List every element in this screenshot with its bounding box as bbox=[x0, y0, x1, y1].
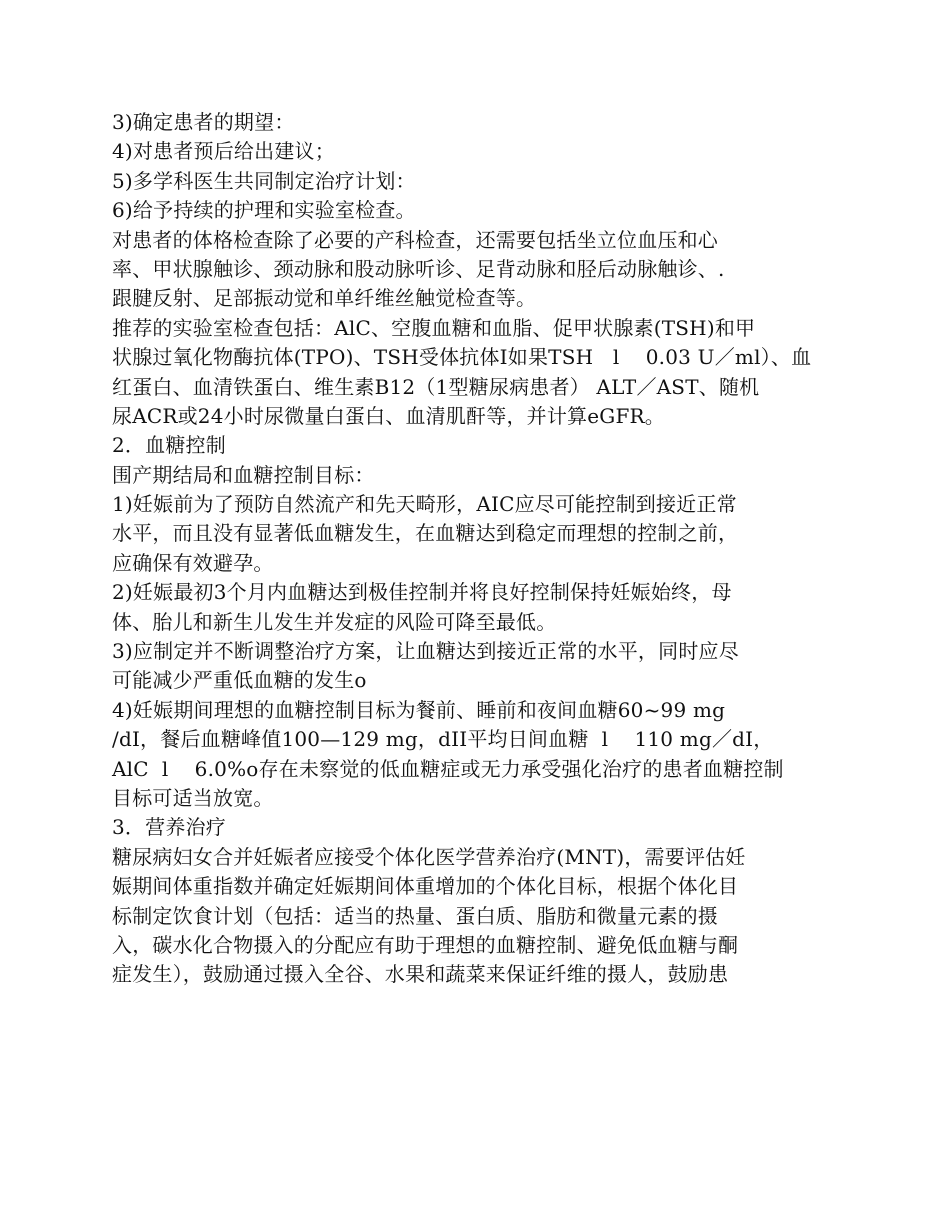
text-line: 6)给予持续的护理和实验室检查。 bbox=[112, 198, 416, 223]
text-line: 症发生），鼓励通过摄入全谷、水果和蔬菜来保证纤维的摄人，鼓励患 bbox=[112, 962, 729, 987]
text-line: 标制定饮食计划（包括：适当的热量、蛋白质、脂肪和微量元素的摄 bbox=[112, 903, 718, 928]
text-line: 红蛋白、血清铁蛋白、维生素B12（1型糖尿病患者） ALT／AST、随机 bbox=[112, 374, 760, 399]
text-line: 应确保有效避孕。 bbox=[112, 550, 274, 575]
text-line: 跟腱反射、足部振动觉和单纤维丝触觉检查等。 bbox=[112, 286, 537, 311]
text-line: 尿ACR或24小时尿微量白蛋白、血清肌酐等，并计算eGFR。 bbox=[112, 403, 666, 428]
text-line: 对患者的体格检查除了必要的产科检查，还需要包括坐立位血压和心 bbox=[112, 227, 718, 252]
body-text bbox=[112, 108, 932, 990]
text-line: 推荐的实验室检查包括：AlC、空腹血糖和血脂、促甲状腺素(TSH)和甲 bbox=[112, 315, 756, 340]
text-line: 状腺过氧化物酶抗体(TPO)、TSH受体抗体I如果TSH l 0.03 U／ml）、血 bbox=[112, 345, 812, 370]
text-line: 糖尿病妇女合并妊娠者应接受个体化医学营养治疗(MNT)，需要评估妊 bbox=[112, 844, 746, 869]
text-line: 体、胎儿和新生儿发生并发症的风险可降至最低。 bbox=[112, 609, 557, 634]
text-line: 4)对患者预后给出建议； bbox=[112, 139, 335, 164]
text-line: 5)多学科医生共同制定治疗计划： bbox=[112, 168, 416, 193]
text-line: 4)妊娠期间理想的血糖控制目标为餐前、睡前和夜间血糖60~99 mg bbox=[112, 697, 726, 722]
text-line: 目标可适当放宽。 bbox=[112, 785, 274, 810]
text-line: 3)应制定并不断调整治疗方案，让血糖达到接近正常的水平，同时应尽 bbox=[112, 639, 739, 664]
text-line: 可能减少严重低血糖的发生o bbox=[112, 668, 367, 693]
text-line: 娠期间体重指数并确定妊娠期间体重增加的个体化目标，根据个体化目 bbox=[112, 874, 739, 899]
text-line: 入，碳水化合物摄入的分配应有助于理想的血糖控制、避免低血糖与酮 bbox=[112, 932, 739, 957]
text-line: /dI，餐后血糖峰值100—129 mg，dII平均日间血糖 l 110 mg／dI， bbox=[112, 727, 774, 752]
text-line: 3)确定患者的期望： bbox=[112, 110, 295, 134]
text-line: AlC l 6.0%o存在未察觉的低血糖症或无力承受强化治疗的患者血糖控制 bbox=[112, 756, 784, 781]
text-line: 水平，而且没有显著低血糖发生，在血糖达到稳定而理想的控制之前， bbox=[112, 521, 739, 546]
text-line: 围产期结局和血糖控制目标： bbox=[112, 462, 375, 487]
section-heading: 3．营养治疗 bbox=[112, 815, 226, 840]
text-line: 2)妊娠最初3个月内血糖达到极佳控制并将良好控制保持妊娠始终，母 bbox=[112, 580, 732, 605]
text-line: 率、甲状腺触诊、颈动脉和股动脉听诊、足背动脉和胫后动脉触诊、. bbox=[112, 256, 725, 281]
text-line: 1)妊娠前为了预防自然流产和先天畸形，AIC应尽可能控制到接近正常 bbox=[112, 492, 737, 517]
section-heading: 2．血糖控制 bbox=[112, 433, 226, 458]
